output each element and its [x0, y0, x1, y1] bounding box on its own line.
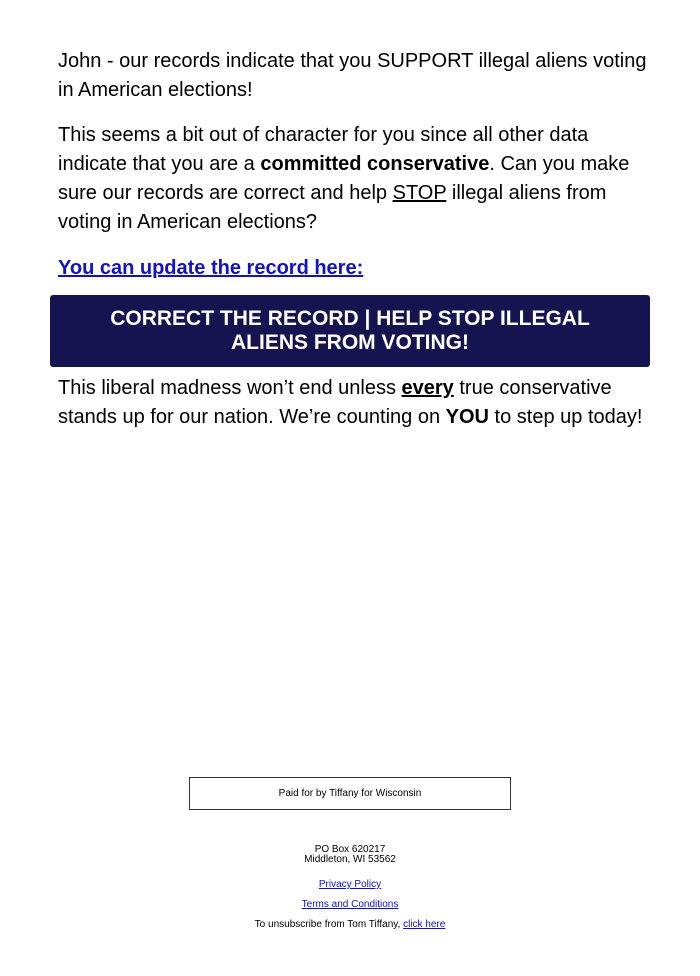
character-text-2: . Can you make sure our records are correct and help: [58, 153, 630, 204]
every-text: every: [401, 377, 454, 399]
madness-paragraph: [58, 374, 648, 432]
privacy-policy-link[interactable]: Privacy Policy: [318, 879, 382, 890]
madness-text-2: true conservative stands up for our nation. We’re counting on: [58, 377, 612, 428]
address-line-2: Middleton, WI 53562: [304, 854, 396, 865]
character-text-1: This seems a bit out of character for you since all other data indicate that you are a: [58, 124, 589, 175]
terms-link[interactable]: Terms and Conditions: [301, 899, 399, 910]
unsubscribe-text: To unsubscribe from Tom Tiffany,: [254, 919, 404, 930]
unsubscribe-link[interactable]: click here: [403, 919, 446, 930]
character-paragraph: [58, 121, 648, 237]
terms-row: [0, 899, 700, 911]
madness-text-3: to step up today!: [489, 406, 643, 428]
correct-record-button-label: CORRECT THE RECORD | HELP STOP ILLEGAL ALIENS FROM VOTING!: [110, 307, 590, 354]
footer-address: [0, 845, 700, 865]
privacy-policy-row: [0, 879, 700, 891]
unsubscribe-row: [0, 919, 700, 931]
correct-record-button[interactable]: [50, 295, 650, 367]
update-record-link[interactable]: You can update the record here:: [58, 257, 364, 279]
address-line-1: PO Box 620217: [314, 844, 386, 855]
paid-for-disclaimer: [189, 777, 511, 810]
you-text: YOU: [445, 406, 489, 428]
character-text-3: illegal aliens from voting in American elections?: [58, 182, 607, 233]
email-body: [58, 47, 648, 283]
madness-text-1: This liberal madness won’t end unless: [58, 377, 402, 399]
intro-paragraph: John - our records indicate that you SUPPORT illegal aliens voting in American elections!: [58, 50, 647, 101]
committed-conservative-text: committed conservative: [260, 153, 490, 175]
stop-text: STOP: [392, 182, 447, 204]
paid-for-text: Paid for by Tiffany for Wisconsin: [278, 788, 422, 799]
